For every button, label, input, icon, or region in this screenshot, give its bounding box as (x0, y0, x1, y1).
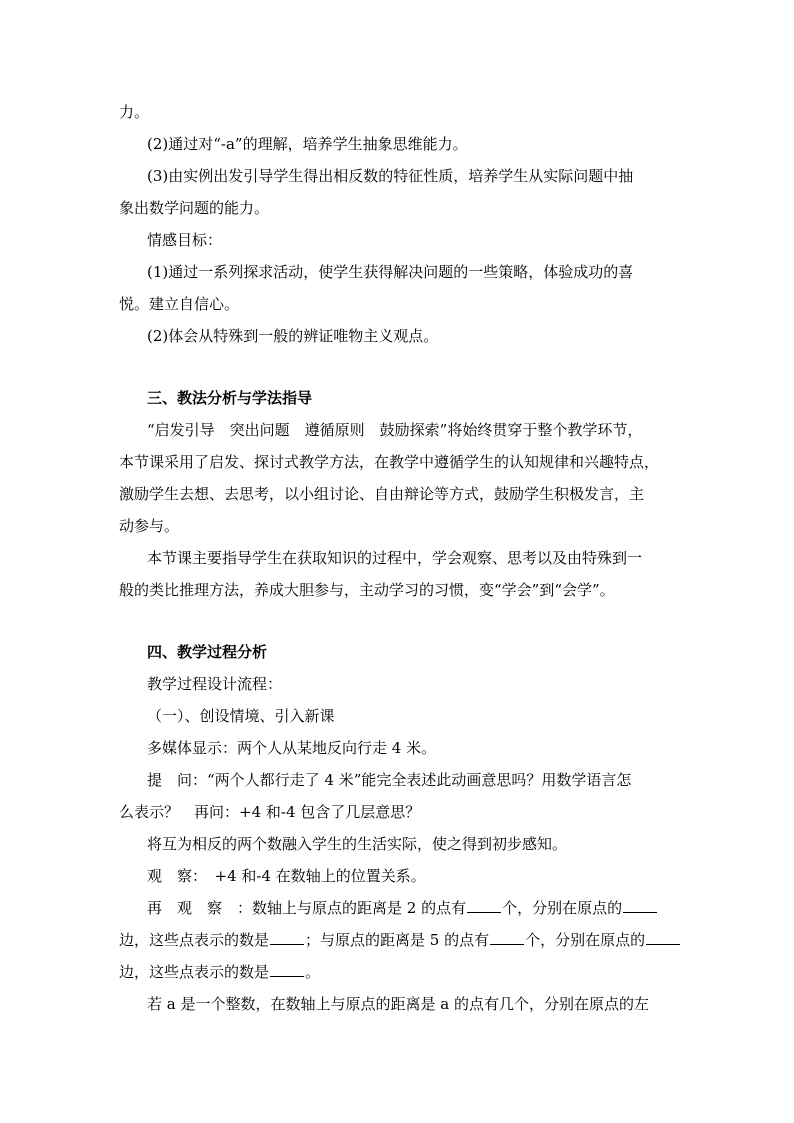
text-line: （一）、创设情境、引入新课 (147, 707, 335, 725)
answer-blank[interactable] (623, 898, 657, 913)
text-segment: 边，这些点表示的数是 (119, 931, 270, 949)
text-line: 激励学生去想、去思考，以小组讨论、自由辩论等方式，鼓励学生积极发言，主 (119, 485, 645, 503)
answer-blank[interactable] (270, 962, 304, 977)
text-segment: ；与原点的距离是 5 的点有 (305, 931, 490, 949)
text-line: 般的类比推理方法，养成大胆参与，主动学习的习惯，变“学会”到“会学”。 (119, 581, 615, 599)
text-line: (1)通过一系列探求活动，使学生获得解决问题的一些策略，体验成功的喜 (147, 263, 634, 281)
text-line: 提 问：“两个人都行走了 4 米”能完全表述此动画意思吗？用数学语言怎 (147, 771, 632, 789)
text-line: 将互为相反的两个数融入学生的生活实际，使之得到初步感知。 (147, 835, 568, 853)
text-line: “启发引导 突出问题 遵循原则 鼓励探索”将始终贯穿于整个教学环节， (147, 421, 643, 439)
answer-blank[interactable] (270, 930, 304, 945)
text-segment: 再 观 察 ：数轴上与原点的距离是 2 的点有 (147, 899, 467, 917)
text-segment: 边，这些点表示的数是 (119, 963, 270, 981)
text-line: 情感目标： (147, 231, 223, 249)
text-line: 动参与。 (119, 517, 180, 535)
fill-blank-line (119, 956, 679, 988)
text-line: 教学过程设计流程： (147, 675, 283, 693)
answer-blank[interactable] (490, 930, 524, 945)
fill-blank-line (119, 892, 679, 924)
section-heading: 四、教学过程分析 (147, 643, 268, 661)
text-segment: 个，分别在原点的 (502, 899, 623, 917)
text-line: 若 a 是一个整数，在数轴上与原点的距离是 a 的点有几个，分别在原点的左 (147, 995, 649, 1013)
text-line: 力。 (119, 103, 150, 121)
text-line: (2)体会从特殊到一般的辨证唯物主义观点。 (147, 327, 439, 345)
text-segment: 。 (305, 963, 321, 981)
text-line: (3)由实例出发引导学生得出相反数的特征性质，培养学生从实际问题中抽 (147, 167, 634, 185)
text-line: (2)通过对“-a”的理解，培养学生抽象思维能力。 (147, 135, 468, 153)
text-line: 悦。建立自信心。 (119, 295, 240, 313)
text-line: 观 察： +4 和-4 在数轴上的位置关系。 (147, 867, 426, 885)
answer-blank[interactable] (467, 898, 501, 913)
document-page (119, 96, 679, 1020)
text-line: 本节课采用了启发、探讨式教学方法，在教学中遵循学生的认知规律和兴趣特点， (119, 453, 660, 471)
text-segment: 个，分别在原点的 (525, 931, 646, 949)
text-line: 么表示？ 再问：+4 和-4 包含了几层意思？ (119, 803, 421, 821)
text-line: 多媒体显示：两个人从某地反向行走 4 米。 (147, 739, 437, 757)
fill-blank-line (119, 924, 679, 956)
answer-blank[interactable] (646, 930, 680, 945)
section-heading: 三、教法分析与学法指导 (147, 389, 313, 407)
text-line: 本节课主要指导学生在获取知识的过程中，学会观察、思考以及由特殊到一 (147, 549, 643, 567)
text-line: 象出数学问题的能力。 (119, 199, 270, 217)
